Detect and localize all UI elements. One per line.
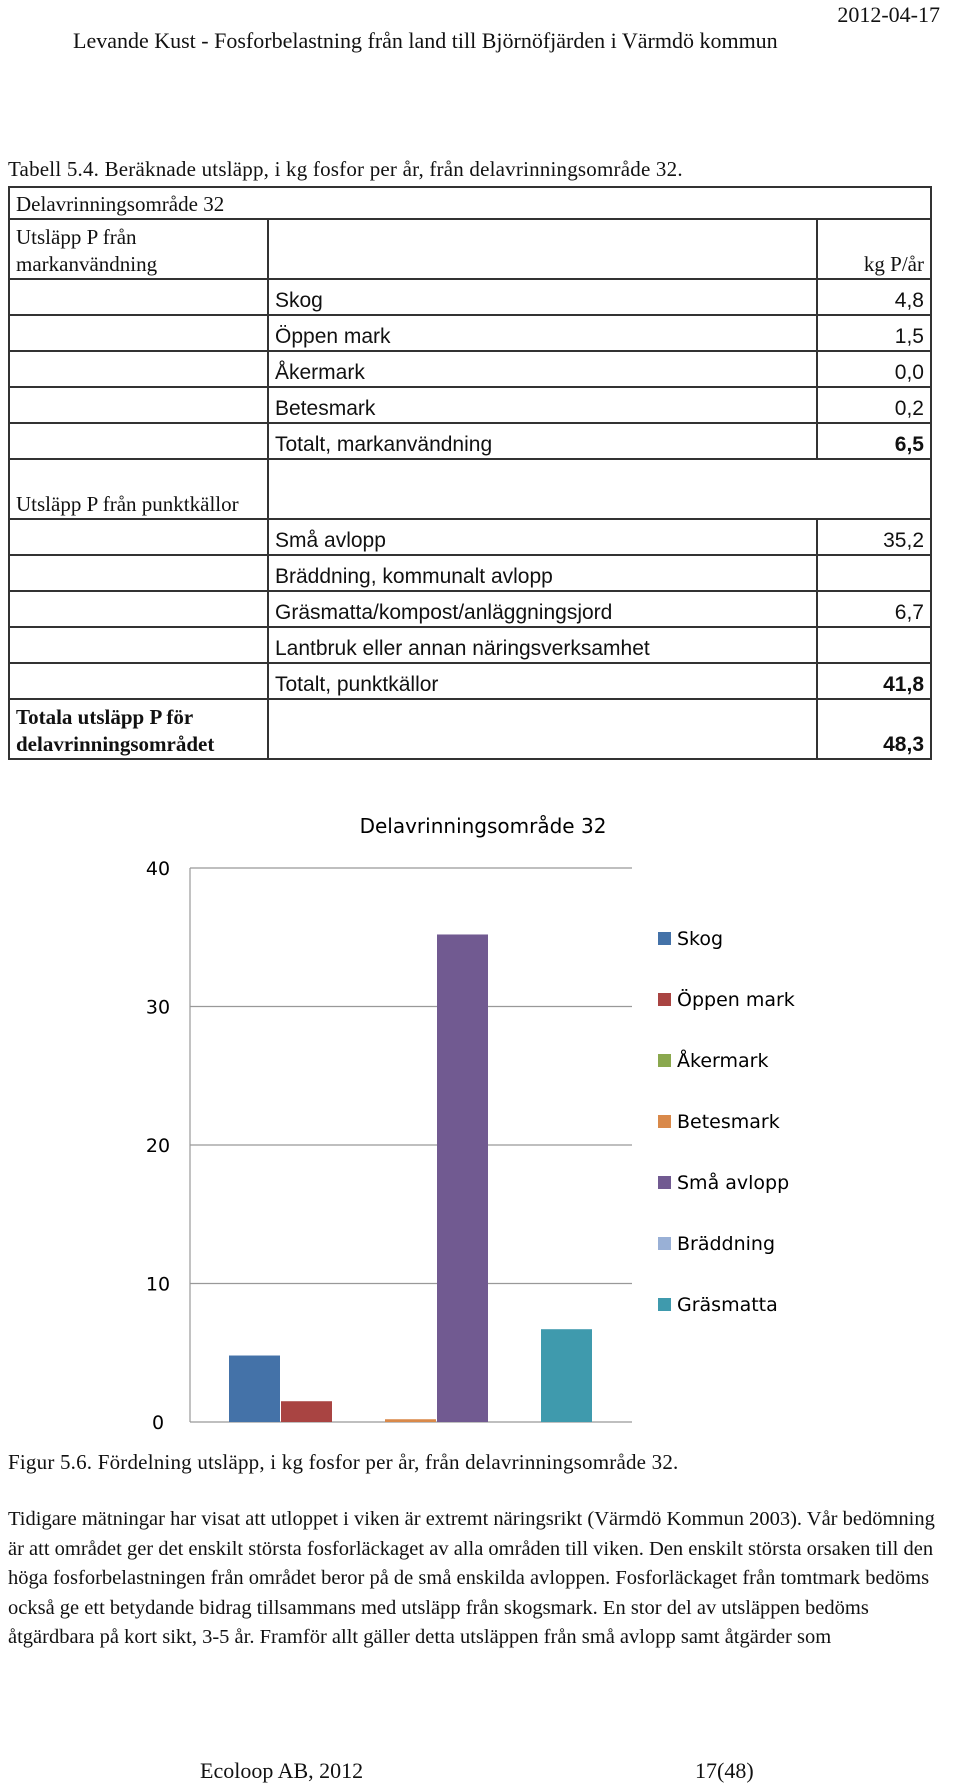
legend-swatch — [658, 1237, 671, 1250]
bar--ppen-mark — [281, 1401, 332, 1422]
legend-label: Åkermark — [677, 1050, 769, 1072]
emission-table — [8, 186, 932, 760]
figure-caption: Figur 5.6. Fördelning utsläpp, i kg fosfor per år, från delavrinningsområde 32. — [8, 1450, 679, 1474]
y-tick-label: 10 — [145, 1273, 171, 1296]
table-row-value: 6,7 — [817, 591, 931, 627]
y-tick-label: 30 — [145, 996, 171, 1019]
legend-label: Gräsmatta — [677, 1294, 778, 1316]
bar-betesmark — [385, 1419, 436, 1422]
bar-skog — [229, 1356, 280, 1422]
body-text: Tidigare mätningar har visat att utloppet i viken är extremt näringsrikt (Värmdö Kommun 2003). Vår bedömning är att området ger det enskilt största fosforläckaget av alla områden till viken. Den enskilt största orsaken till den höga fosforbelastningen från området beror på de små enskilda avloppen. Fosforläckaget från tomtmark bedöms också ge ett betydande bidrag tillsammans med utsläpp från skogsmark. En stor del av utsläppen bedöms åtgärdbara på kort sikt, 3-5 år. Framför allt gäller detta utsläppen från små avlopp samt åtgärder som — [8, 1508, 935, 1648]
table-row-label: Gräsmatta/kompost/anläggningsjord — [268, 591, 817, 627]
y-tick-label: 20 — [145, 1135, 171, 1157]
legend-label: Betesmark — [677, 1111, 780, 1133]
table-row-label: Öppen mark — [268, 315, 817, 351]
point-total-value: 41,8 — [817, 663, 931, 699]
table-row-label: Lantbruk eller annan näringsverksamhet — [268, 627, 817, 663]
grand-total-label: Totala utsläpp P för delavrinningsområdet — [9, 699, 268, 759]
table-row-value — [817, 627, 931, 663]
unit-label: kg P/år — [817, 219, 931, 279]
y-tick-label: 40 — [145, 858, 171, 880]
legend-swatch — [658, 932, 671, 945]
footer-left: Ecoloop AB, 2012 — [200, 1758, 364, 1783]
body-paragraph — [8, 1505, 948, 1653]
table-row-value: 0,2 — [817, 387, 931, 423]
legend-label: Bräddning — [677, 1233, 776, 1255]
y-tick-label: 0 — [151, 1412, 165, 1434]
table-title: Delavrinningsområde 32 — [9, 187, 931, 219]
section-point-label: Utsläpp P från punktkällor — [9, 459, 268, 519]
chart-title: Delavrinningsområde 32 — [359, 814, 607, 838]
header-title: Levande Kust - Fosforbelastning från land till Björnöfjärden i Värmdö kommun — [73, 28, 778, 53]
table-row-value: 35,2 — [817, 519, 931, 555]
chart-bars — [229, 934, 592, 1422]
table-row-value — [817, 555, 931, 591]
table-row-label: Åkermark — [268, 351, 817, 387]
section-land-empty — [268, 219, 817, 279]
table-row-label: Små avlopp — [268, 519, 817, 555]
legend-label: Skog — [677, 928, 724, 950]
table-row-label: Skog — [268, 279, 817, 315]
point-total-label: Totalt, punktkällor — [268, 663, 817, 699]
land-total-value: 6,5 — [817, 423, 931, 459]
legend-swatch — [658, 1176, 671, 1189]
table-row-label: Bräddning, kommunalt avlopp — [268, 555, 817, 591]
grand-total-value: 48,3 — [817, 699, 931, 759]
table-row-value: 1,5 — [817, 315, 931, 351]
legend-label: Små avlopp — [677, 1172, 790, 1194]
legend-swatch — [658, 1298, 671, 1311]
section-land-label: Utsläpp P från markanvändning — [9, 219, 268, 279]
table-row-label: Betesmark — [268, 387, 817, 423]
chart-legend — [658, 928, 795, 1316]
header-date: 2012-04-17 — [837, 2, 940, 27]
land-total-label: Totalt, markanvändning — [268, 423, 817, 459]
table-row-value: 4,8 — [817, 279, 931, 315]
legend-swatch — [658, 1054, 671, 1067]
footer-right: 17(48) — [695, 1758, 754, 1783]
bar-chart — [0, 790, 960, 1440]
table-row-value: 0,0 — [817, 351, 931, 387]
legend-swatch — [658, 1115, 671, 1128]
legend-swatch — [658, 993, 671, 1006]
table-caption: Tabell 5.4. Beräknade utsläpp, i kg fosfor per år, från delavrinningsområde 32. — [8, 157, 683, 181]
bar-sm-avlopp — [437, 934, 488, 1422]
bar-gr-smatta — [541, 1329, 592, 1422]
legend-label: Öppen mark — [677, 989, 795, 1011]
